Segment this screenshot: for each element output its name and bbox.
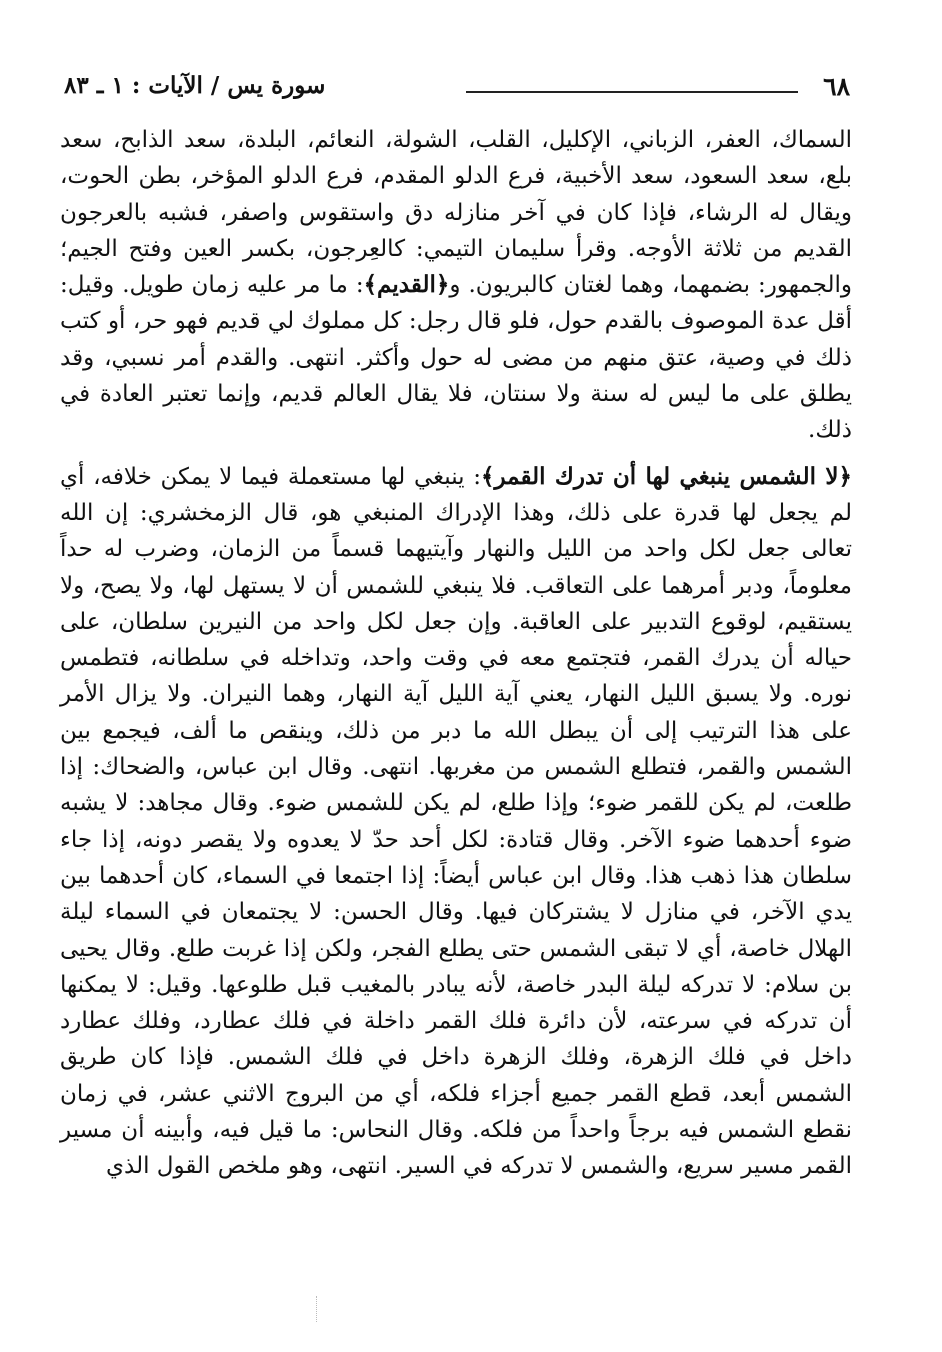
- scan-artifact: [316, 1296, 320, 1322]
- header-rule: [466, 91, 798, 93]
- quran-quote: ﴿القديم﴾: [363, 271, 450, 299]
- text-segment: : ما مر عليه زمان طويل. وقيل: أقل عدة الموصوف بالقدم حول، فلو قال رجل: كل مملوك لي قديم فهو حر، أو كتب ذلك في وصية، عتق منهم من مضى له حول وأكثر. انتهى. والقدم أمر نسبي، وقد يطلق على ما ليس له سنة ولا سنتان، فلا يقال العالم قديم، وإنما تعتبر العادة في ذلك.: [60, 272, 852, 444]
- paragraph-1: [60, 122, 852, 449]
- page-number: ٦٨: [823, 72, 850, 101]
- page-header: [64, 72, 850, 108]
- paragraph-2: [60, 459, 852, 1185]
- running-title: سورة يس / الآيات : ١ ـ ٨٣: [64, 72, 326, 99]
- body-text: [60, 122, 852, 1185]
- text-segment: السماك، العفر، الزباني، الإكليل، القلب، الشولة، النعائم، البلدة، سعد الذابح، سعد بلع، سعد السعود، سعد الأخبية، فرع الدلو المقدم، فرع الدلو المؤخر، بطن الحوت، ويقال له الرشاء، فإذا كان في آخر منازله دق واستقوس واصفر، فشبه بالعرجون القديم من ثلاثة الأوجه. وقرأ سليمان التيمي: كالعِرجون، بكسر العين وفتح الجيم؛ والجمهور: بضمهما، وهما لغتان كالبريون. و: [60, 127, 853, 299]
- quran-quote: ﴿لا الشمس ينبغي لها أن تدرك القمر﴾: [481, 462, 852, 490]
- text-segment: : ينبغي لها مستعملة فيما لا يمكن خلافه، أي لم يجعل لها قدرة على ذلك، وهذا الإدراك المنبغي هو، قال الزمخشري: إن الله تعالى جعل لكل واحد من الليل والنهار وآيتيهما قسماً من الزمان، وضرب له حداً معلوماً، ودبر أمرهما على التعاقب. فلا ينبغي للشمس أن لا يستهل لها، ولا يصح، ولا يستقيم، لوقوع التدبير على العاقبة. وإن جعل لكل واحد من النيرين سلطان، على حياله أن يدرك القمر، فتجتمع معه في وقت واحد، وتداخله في سلطانه، فتطمس نوره. ولا يسبق الليل النهار، يعني آية الليل آية النهار، وهما النيران. ولا يزال الأمر على هذا الترتيب إلى أن يبطل الله ما دبر من ذلك، وينقص ما ألف، فيجمع بين الشمس والقمر، فتطلع الشمس من مغربها. انتهى. وقال ابن عباس، والضحاك: إذا طلعت، لم يكن للقمر ضوء؛ وإذا طلع، لم يكن للشمس ضوء. وقال مجاهد: لا يشبه ضوء أحدهما ضوء الآخر. وقال قتادة: لكل أحد حدّ لا يعدوه ولا يقصر دونه، إذا جاء سلطان هذا ذهب هذا. وقال ابن عباس أيضاً: إذا اجتمعا في السماء، كان أحدهما بين يدي الآخر، في منازل لا يشتركان فيها. وقال الحسن: لا يجتمعان في السماء ليلة الهلال خاصة، أي لا تبقى الشمس حتى يطلع الفجر، ولكن إذا غربت طلع. وقال يحيى بن سلام: لا تدركه ليلة البدر خاصة، لأنه يبادر بالمغيب قبل طلوعها. وقيل: لا يمكنها أن تدركه في سرعته، لأن دائرة فلك القمر داخلة في فلك عطارد، وفلك عطارد داخل في فلك الزهرة، وفلك الزهرة داخل في فلك الشمس. فإذا كان طريق الشمس أبعد، قطع القمر جميع أجزاء فلكه، أي من البروج الاثني عشر، في زمان نقطع الشمس فيه برجاً واحداً من فلكه. وقال النحاس: ما قيل فيه، وأبينه أن مسير القمر مسير سريع، والشمس لا تدركه في السير. انتهى، وهو ملخص القول الذي: [60, 463, 852, 1180]
